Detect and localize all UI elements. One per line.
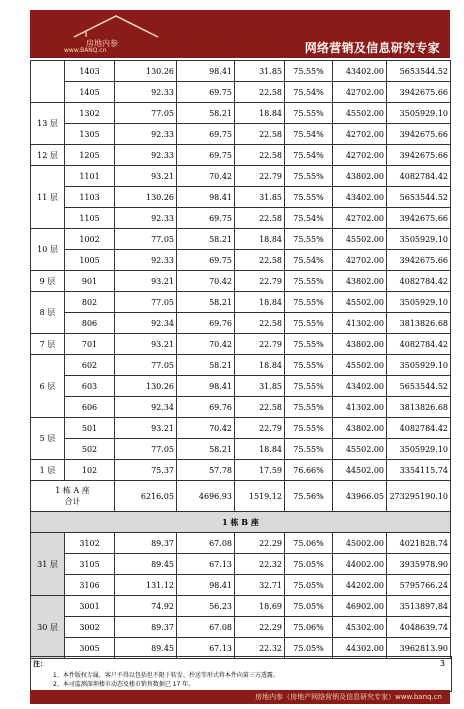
- price-cell: 44302.00: [333, 638, 387, 659]
- floor-cell: [31, 61, 65, 103]
- rate-cell: 75.05%: [285, 575, 333, 596]
- rate-cell: 75.05%: [285, 554, 333, 575]
- price-cell: 42702.00: [333, 250, 387, 271]
- rate-cell: 75.55%: [285, 61, 333, 82]
- rate-cell: 75.55%: [285, 355, 333, 376]
- total-cell: 3942675.66: [387, 250, 451, 271]
- area-cell: 92.34: [115, 313, 177, 334]
- area-cell: 89.45: [115, 638, 177, 659]
- table-row: [31, 166, 451, 187]
- price-cell: 44502.00: [333, 460, 387, 481]
- total-cell: 5653544.52: [387, 187, 451, 208]
- floor-cell: 13 层: [31, 103, 65, 145]
- price-cell: 43802.00: [333, 334, 387, 355]
- floor-cell: 8 层: [31, 292, 65, 334]
- table-row: [31, 376, 451, 397]
- rate-cell: 75.54%: [285, 250, 333, 271]
- total-cell: 3813826.68: [387, 397, 451, 418]
- rate-cell: 75.55%: [285, 397, 333, 418]
- unit-cell: 901: [65, 271, 115, 292]
- area-cell: 93.21: [115, 271, 177, 292]
- inner-area-cell: 69.75: [177, 208, 235, 229]
- shared-area-cell: 17.59: [235, 460, 285, 481]
- shared-area-cell: 22.58: [235, 250, 285, 271]
- table-row: [31, 554, 451, 575]
- inner-area-cell: 56.23: [177, 596, 235, 617]
- total-cell: 3813826.68: [387, 313, 451, 334]
- inner-area-cell: 57.78: [177, 460, 235, 481]
- table-row: [31, 533, 451, 554]
- table-row: [31, 271, 451, 292]
- price-cell: 41302.00: [333, 313, 387, 334]
- area-cell: 92.33: [115, 250, 177, 271]
- price-cell: 44002.00: [333, 554, 387, 575]
- unit-cell: 3105: [65, 554, 115, 575]
- inner-area-cell: 67.08: [177, 617, 235, 638]
- inner-area-cell: 4696.93: [177, 481, 235, 512]
- shared-area-cell: 22.58: [235, 208, 285, 229]
- shared-area-cell: 22.79: [235, 418, 285, 439]
- total-cell: 3942675.66: [387, 145, 451, 166]
- total-cell: 3935978.90: [387, 554, 451, 575]
- inner-area-cell: 69.75: [177, 250, 235, 271]
- table-row: [31, 250, 451, 271]
- shared-area-cell: 22.32: [235, 638, 285, 659]
- rate-cell: 75.06%: [285, 533, 333, 554]
- area-cell: 89.45: [115, 554, 177, 575]
- total-cell: 4048639.74: [387, 617, 451, 638]
- inner-area-cell: 58.21: [177, 292, 235, 313]
- floor-cell: 11 层: [31, 166, 65, 229]
- table-row: [31, 334, 451, 355]
- floor-cell: 10 层: [31, 229, 65, 271]
- inner-area-cell: 98.41: [177, 61, 235, 82]
- area-cell: 6216.05: [115, 481, 177, 512]
- shared-area-cell: 18.69: [235, 596, 285, 617]
- rate-cell: 75.54%: [285, 208, 333, 229]
- price-cell: 45502.00: [333, 355, 387, 376]
- price-cell: 42702.00: [333, 82, 387, 103]
- rate-cell: 75.05%: [285, 596, 333, 617]
- inner-area-cell: 70.42: [177, 271, 235, 292]
- unit-cell: 3106: [65, 575, 115, 596]
- area-cell: 93.21: [115, 334, 177, 355]
- unit-cell: 806: [65, 313, 115, 334]
- shared-area-cell: 32.71: [235, 575, 285, 596]
- shared-area-cell: 18.84: [235, 229, 285, 250]
- shared-area-cell: 22.32: [235, 554, 285, 575]
- logo-name: 房地内参: [86, 39, 118, 48]
- inner-area-cell: 69.75: [177, 145, 235, 166]
- table-row: [31, 61, 451, 82]
- table-row: [31, 187, 451, 208]
- total-cell: 3505929.10: [387, 439, 451, 460]
- unit-cell: 1005: [65, 250, 115, 271]
- area-cell: 77.05: [115, 292, 177, 313]
- area-cell: 92.33: [115, 208, 177, 229]
- shared-area-cell: 22.58: [235, 82, 285, 103]
- area-cell: 92.33: [115, 82, 177, 103]
- floor-cell: 31 层: [31, 533, 65, 596]
- rate-cell: 75.55%: [285, 271, 333, 292]
- logo-url: www.BANQ.cn: [64, 47, 107, 54]
- inner-area-cell: 58.21: [177, 355, 235, 376]
- inner-area-cell: 98.41: [177, 575, 235, 596]
- floor-cell: 12 层: [31, 145, 65, 166]
- table-row: [31, 292, 451, 313]
- inner-area-cell: 69.75: [177, 82, 235, 103]
- area-cell: 92.33: [115, 124, 177, 145]
- subtotal-label-line1: 1 栋 A 座: [55, 486, 90, 495]
- header-title: 网络营销及信息研究专家: [304, 41, 440, 55]
- price-cell: 43402.00: [333, 376, 387, 397]
- inner-area-cell: 67.13: [177, 554, 235, 575]
- total-cell: 4082784.42: [387, 334, 451, 355]
- total-cell: 5795766.24: [387, 575, 451, 596]
- shared-area-cell: 22.58: [235, 145, 285, 166]
- shared-area-cell: 18.84: [235, 292, 285, 313]
- unit-cell: 102: [65, 460, 115, 481]
- footer-text: 房地内参（房地产网络营销及信息研究专家）www.banq.cn: [255, 693, 442, 701]
- rate-cell: 75.55%: [285, 103, 333, 124]
- inner-area-cell: 98.41: [177, 376, 235, 397]
- table-row: [31, 145, 451, 166]
- unit-cell: 3102: [65, 533, 115, 554]
- page-number: 3: [439, 659, 445, 668]
- note-line-1: 1、本件版权专属，客户不得以包括但不限于转发、抄送等形式将本件向第三方透露。: [53, 672, 279, 679]
- unit-cell: 1105: [65, 208, 115, 229]
- total-cell: 4082784.42: [387, 166, 451, 187]
- table-row: [31, 617, 451, 638]
- area-cell: 89.37: [115, 533, 177, 554]
- table-row: [31, 418, 451, 439]
- table-row: [31, 439, 451, 460]
- sales-table: [30, 60, 451, 659]
- shared-area-cell: 22.79: [235, 271, 285, 292]
- unit-cell: 501: [65, 418, 115, 439]
- table-row: [31, 575, 451, 596]
- area-cell: 130.26: [115, 376, 177, 397]
- inner-area-cell: 58.21: [177, 439, 235, 460]
- price-cell: 45002.00: [333, 533, 387, 554]
- total-cell: 5653544.52: [387, 61, 451, 82]
- table-row: [31, 397, 451, 418]
- total-cell: 3505929.10: [387, 103, 451, 124]
- area-cell: 130.26: [115, 187, 177, 208]
- price-cell: 45302.00: [333, 617, 387, 638]
- total-cell: 3505929.10: [387, 292, 451, 313]
- price-cell: 43802.00: [333, 418, 387, 439]
- unit-cell: 1302: [65, 103, 115, 124]
- price-cell: 42702.00: [333, 124, 387, 145]
- rate-cell: 75.55%: [285, 292, 333, 313]
- rate-cell: 75.54%: [285, 82, 333, 103]
- inner-area-cell: 67.13: [177, 638, 235, 659]
- floor-cell: 1 层: [31, 460, 65, 481]
- shared-area-cell: 31.85: [235, 61, 285, 82]
- price-cell: 45502.00: [333, 103, 387, 124]
- area-cell: 75.37: [115, 460, 177, 481]
- price-cell: 43402.00: [333, 61, 387, 82]
- shared-area-cell: 22.58: [235, 397, 285, 418]
- price-cell: 44202.00: [333, 575, 387, 596]
- price-cell: 46902.00: [333, 596, 387, 617]
- area-cell: 77.05: [115, 355, 177, 376]
- table-row: [31, 124, 451, 145]
- notes-box: [30, 656, 452, 692]
- area-cell: 77.05: [115, 439, 177, 460]
- table-row: [31, 229, 451, 250]
- rate-cell: 75.55%: [285, 418, 333, 439]
- unit-cell: 3005: [65, 638, 115, 659]
- area-cell: 77.05: [115, 103, 177, 124]
- shared-area-cell: 31.85: [235, 187, 285, 208]
- rate-cell: 75.55%: [285, 334, 333, 355]
- unit-cell: 606: [65, 397, 115, 418]
- table-row: [31, 355, 451, 376]
- price-cell: 42702.00: [333, 145, 387, 166]
- area-cell: 89.37: [115, 617, 177, 638]
- price-cell: 45502.00: [333, 292, 387, 313]
- total-cell: 273295190.10: [387, 481, 451, 512]
- total-cell: 4021828.74: [387, 533, 451, 554]
- floor-cell: 30 层: [31, 596, 65, 659]
- table-row: [31, 103, 451, 124]
- section-header: [31, 512, 451, 533]
- note-line-2: 2、本司监测深圳楼市动态及楼市销售数据已 17 年。: [53, 681, 195, 688]
- total-cell: 4082784.42: [387, 418, 451, 439]
- header-banner: [30, 10, 450, 58]
- shared-area-cell: 22.58: [235, 313, 285, 334]
- price-cell: 43966.05: [333, 481, 387, 512]
- shared-area-cell: 22.58: [235, 124, 285, 145]
- notes-label: 注：: [33, 660, 47, 668]
- unit-cell: 1403: [65, 61, 115, 82]
- inner-area-cell: 67.08: [177, 533, 235, 554]
- inner-area-cell: 70.42: [177, 166, 235, 187]
- shared-area-cell: 22.79: [235, 334, 285, 355]
- total-cell: 3942675.66: [387, 82, 451, 103]
- unit-cell: 3002: [65, 617, 115, 638]
- rate-cell: 75.05%: [285, 638, 333, 659]
- table-row: [31, 596, 451, 617]
- floor-cell: 9 层: [31, 271, 65, 292]
- shared-area-cell: 18.84: [235, 103, 285, 124]
- rate-cell: 75.55%: [285, 376, 333, 397]
- area-cell: 93.21: [115, 166, 177, 187]
- rate-cell: 75.55%: [285, 166, 333, 187]
- unit-cell: 1405: [65, 82, 115, 103]
- shared-area-cell: 1519.12: [235, 481, 285, 512]
- price-cell: 45502.00: [333, 439, 387, 460]
- inner-area-cell: 69.76: [177, 397, 235, 418]
- footer-banner: [30, 690, 450, 704]
- unit-cell: 602: [65, 355, 115, 376]
- inner-area-cell: 69.75: [177, 124, 235, 145]
- area-cell: 130.26: [115, 61, 177, 82]
- total-cell: 5653544.52: [387, 376, 451, 397]
- floor-cell: 7 层: [31, 334, 65, 355]
- rate-cell: 75.55%: [285, 439, 333, 460]
- subtotal-label: [31, 481, 115, 512]
- inner-area-cell: 58.21: [177, 229, 235, 250]
- total-cell: 3505929.10: [387, 229, 451, 250]
- unit-cell: 603: [65, 376, 115, 397]
- table-row: [31, 208, 451, 229]
- total-cell: 3354115.74: [387, 460, 451, 481]
- area-cell: 93.21: [115, 418, 177, 439]
- table-row: [31, 313, 451, 334]
- total-cell: 3505929.10: [387, 355, 451, 376]
- price-cell: 43802.00: [333, 271, 387, 292]
- inner-area-cell: 70.42: [177, 418, 235, 439]
- area-cell: 92.34: [115, 397, 177, 418]
- total-cell: 3962813.90: [387, 638, 451, 659]
- rate-cell: 75.56%: [285, 481, 333, 512]
- total-cell: 3942675.66: [387, 208, 451, 229]
- rate-cell: 75.55%: [285, 187, 333, 208]
- floor-cell: 5 层: [31, 418, 65, 460]
- rate-cell: 75.54%: [285, 145, 333, 166]
- shared-area-cell: 18.84: [235, 439, 285, 460]
- price-cell: 41302.00: [333, 397, 387, 418]
- price-cell: 43402.00: [333, 187, 387, 208]
- area-cell: 131.12: [115, 575, 177, 596]
- unit-cell: 1305: [65, 124, 115, 145]
- shared-area-cell: 22.29: [235, 533, 285, 554]
- shared-area-cell: 31.85: [235, 376, 285, 397]
- rate-cell: 75.55%: [285, 313, 333, 334]
- table-row: [31, 82, 451, 103]
- unit-cell: 1101: [65, 166, 115, 187]
- total-cell: 3942675.66: [387, 124, 451, 145]
- rate-cell: 75.55%: [285, 229, 333, 250]
- area-cell: 74.92: [115, 596, 177, 617]
- unit-cell: 1103: [65, 187, 115, 208]
- price-cell: 42702.00: [333, 208, 387, 229]
- unit-cell: 502: [65, 439, 115, 460]
- unit-cell: 1205: [65, 145, 115, 166]
- total-cell: 3513897.84: [387, 596, 451, 617]
- rate-cell: 75.06%: [285, 617, 333, 638]
- subtotal-row: [31, 481, 451, 512]
- unit-cell: 1002: [65, 229, 115, 250]
- area-cell: 77.05: [115, 229, 177, 250]
- price-cell: 43802.00: [333, 166, 387, 187]
- price-cell: 45502.00: [333, 229, 387, 250]
- area-cell: 92.33: [115, 145, 177, 166]
- unit-cell: 802: [65, 292, 115, 313]
- floor-cell: 6 层: [31, 355, 65, 418]
- shared-area-cell: 22.29: [235, 617, 285, 638]
- table-row: [31, 460, 451, 481]
- unit-cell: 3001: [65, 596, 115, 617]
- inner-area-cell: 69.76: [177, 313, 235, 334]
- section-title: 1 栋 B 座: [31, 512, 451, 533]
- rate-cell: 76.66%: [285, 460, 333, 481]
- inner-area-cell: 98.41: [177, 187, 235, 208]
- subtotal-label-line2: 合计: [64, 497, 81, 506]
- inner-area-cell: 58.21: [177, 103, 235, 124]
- total-cell: 4082784.42: [387, 271, 451, 292]
- inner-area-cell: 70.42: [177, 334, 235, 355]
- unit-cell: 701: [65, 334, 115, 355]
- rate-cell: 75.54%: [285, 124, 333, 145]
- shared-area-cell: 22.79: [235, 166, 285, 187]
- shared-area-cell: 18.84: [235, 355, 285, 376]
